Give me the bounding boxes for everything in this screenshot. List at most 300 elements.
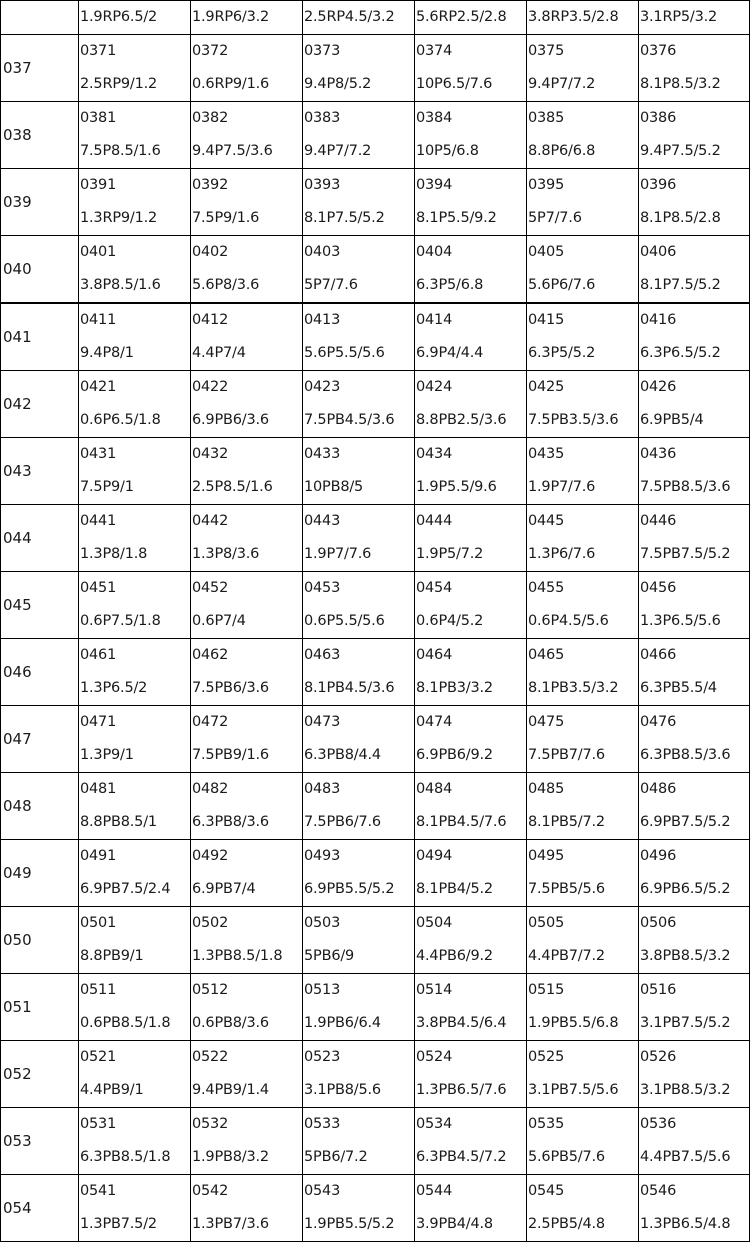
color-notation: 6.3P6.5/5.2 <box>640 345 721 361</box>
row-label: 043 <box>1 438 79 505</box>
color-cell <box>79 840 191 907</box>
color-cell <box>527 371 639 438</box>
color-notation: 2.5PB5/4.8 <box>528 1216 605 1232</box>
color-notation: 5P7/7.6 <box>528 210 582 226</box>
color-notation: 3.1PB7.5/5.2 <box>640 1015 731 1031</box>
color-notation: 1.3PB8.5/1.8 <box>192 948 283 964</box>
color-code: 0423 <box>304 379 341 395</box>
color-cell <box>639 1041 750 1108</box>
color-cell <box>191 35 303 102</box>
color-code: 0433 <box>304 446 341 462</box>
color-notation: 8.8PB9/1 <box>80 948 144 964</box>
color-notation: 2.5RP4.5/3.2 <box>304 9 395 25</box>
color-notation: 9.4P7.5/3.6 <box>192 143 273 159</box>
table-row <box>1 840 750 907</box>
color-code: 0531 <box>80 1116 117 1132</box>
color-code: 0376 <box>640 43 677 59</box>
color-code: 0494 <box>416 848 453 864</box>
color-cell <box>79 1108 191 1175</box>
row-label: 040 <box>1 236 79 304</box>
color-cell <box>79 706 191 773</box>
color-code: 0391 <box>80 177 117 193</box>
color-notation: 6.3PB8/4.4 <box>304 747 381 763</box>
color-cell <box>303 303 415 371</box>
color-code: 0471 <box>80 714 117 730</box>
color-code: 0516 <box>640 982 677 998</box>
color-notation: 5P7/7.6 <box>304 277 358 293</box>
color-cell <box>191 102 303 169</box>
table-row <box>1 438 750 505</box>
color-code: 0451 <box>80 580 117 596</box>
color-cell <box>415 706 527 773</box>
color-cell <box>79 907 191 974</box>
color-code: 0371 <box>80 43 117 59</box>
color-code: 0431 <box>80 446 117 462</box>
color-cell <box>527 773 639 840</box>
color-cell <box>527 169 639 236</box>
color-code: 0381 <box>80 110 117 126</box>
color-notation: 6.3P5/5.2 <box>528 345 596 361</box>
table-row <box>1 1041 750 1108</box>
color-code: 0402 <box>192 244 229 260</box>
color-code: 0462 <box>192 647 229 663</box>
color-cell <box>191 1041 303 1108</box>
color-code: 0533 <box>304 1116 341 1132</box>
row-label: 047 <box>1 706 79 773</box>
color-notation: 8.8P6/6.8 <box>528 143 596 159</box>
color-cell <box>79 102 191 169</box>
color-notation: 0.6P4/5.2 <box>416 613 484 629</box>
row-label: 048 <box>1 773 79 840</box>
color-code: 0526 <box>640 1049 677 1065</box>
color-notation: 3.9PB4/4.8 <box>416 1216 493 1232</box>
color-cell <box>415 35 527 102</box>
color-cell <box>191 303 303 371</box>
color-code: 0502 <box>192 915 229 931</box>
row-label: 041 <box>1 303 79 371</box>
color-notation: 10P5/6.8 <box>416 143 479 159</box>
color-code: 0384 <box>416 110 453 126</box>
color-code: 0394 <box>416 177 453 193</box>
color-cell <box>303 505 415 572</box>
table-row <box>1 236 750 304</box>
color-notation: 1.3P8/1.8 <box>80 546 148 562</box>
color-notation: 1.3PB7/3.6 <box>192 1216 269 1232</box>
color-code: 0495 <box>528 848 565 864</box>
color-cell <box>415 438 527 505</box>
color-code: 0372 <box>192 43 229 59</box>
color-notation: 10PB8/5 <box>304 479 364 495</box>
color-code: 0395 <box>528 177 565 193</box>
color-cell <box>415 1 527 35</box>
color-code: 0375 <box>528 43 565 59</box>
color-cell <box>79 572 191 639</box>
color-code: 0504 <box>416 915 453 931</box>
color-notation: 10P6.5/7.6 <box>416 76 493 92</box>
color-code: 0463 <box>304 647 341 663</box>
color-code: 0424 <box>416 379 453 395</box>
color-notation: 6.9PB6.5/5.2 <box>640 881 731 897</box>
color-code: 0466 <box>640 647 677 663</box>
color-cell <box>527 1 639 35</box>
color-notation: 8.1P7.5/5.2 <box>304 210 385 226</box>
color-code: 0522 <box>192 1049 229 1065</box>
color-cell <box>415 773 527 840</box>
color-code: 0545 <box>528 1183 565 1199</box>
color-cell <box>639 371 750 438</box>
color-cell <box>303 1041 415 1108</box>
color-notation: 6.3PB4.5/7.2 <box>416 1149 507 1165</box>
color-code: 0426 <box>640 379 677 395</box>
color-cell <box>191 572 303 639</box>
table-row <box>1 102 750 169</box>
color-notation: 1.9PB6/6.4 <box>304 1015 381 1031</box>
color-notation: 6.9PB7.5/2.4 <box>80 881 171 897</box>
color-notation: 6.9P4/4.4 <box>416 345 484 361</box>
color-cell <box>303 1 415 35</box>
color-code: 0386 <box>640 110 677 126</box>
color-notation: 8.1PB3.5/3.2 <box>528 680 619 696</box>
color-notation: 0.6P7.5/1.8 <box>80 613 161 629</box>
row-label <box>1 1 79 35</box>
color-cell <box>79 1041 191 1108</box>
color-notation: 1.9RP6/3.2 <box>192 9 270 25</box>
color-notation: 4.4PB6/9.2 <box>416 948 493 964</box>
color-code: 0432 <box>192 446 229 462</box>
color-notation: 9.4P7.5/5.2 <box>640 143 721 159</box>
color-cell <box>303 840 415 907</box>
color-cell <box>79 303 191 371</box>
color-notation: 1.3PB6.5/7.6 <box>416 1082 507 1098</box>
color-cell <box>415 169 527 236</box>
color-notation: 7.5PB5/5.6 <box>528 881 605 897</box>
row-label: 039 <box>1 169 79 236</box>
color-notation: 8.1PB4.5/3.6 <box>304 680 395 696</box>
color-notation: 7.5PB7.5/5.2 <box>640 546 731 562</box>
color-code: 0483 <box>304 781 341 797</box>
color-cell <box>639 169 750 236</box>
color-code: 0514 <box>416 982 453 998</box>
color-code: 0412 <box>192 312 229 328</box>
color-code: 0474 <box>416 714 453 730</box>
color-notation: 7.5PB6/3.6 <box>192 680 269 696</box>
color-cell <box>639 639 750 706</box>
color-notation: 6.3PB8/3.6 <box>192 814 269 830</box>
color-notation: 5.6P5.5/5.6 <box>304 345 385 361</box>
color-cell <box>191 1108 303 1175</box>
color-cell <box>79 236 191 304</box>
table-row <box>1 303 750 371</box>
color-cell <box>191 169 303 236</box>
color-notation: 6.3PB5.5/4 <box>640 680 717 696</box>
color-notation: 9.4P7/7.2 <box>528 76 596 92</box>
row-label: 050 <box>1 907 79 974</box>
color-code: 0492 <box>192 848 229 864</box>
color-cell <box>191 840 303 907</box>
row-label: 054 <box>1 1175 79 1242</box>
color-cell <box>303 706 415 773</box>
color-notation: 8.8PB8.5/1 <box>80 814 157 830</box>
color-notation: 6.3PB8.5/1.8 <box>80 1149 171 1165</box>
color-code: 0511 <box>80 982 117 998</box>
color-code: 0446 <box>640 513 677 529</box>
color-notation: 5.6P8/3.6 <box>192 277 260 293</box>
color-cell <box>191 907 303 974</box>
color-code: 0491 <box>80 848 117 864</box>
color-code: 0436 <box>640 446 677 462</box>
color-code: 0403 <box>304 244 341 260</box>
color-code: 0486 <box>640 781 677 797</box>
color-notation: 1.3RP9/1.2 <box>80 210 158 226</box>
color-notation: 1.9RP6.5/2 <box>80 9 158 25</box>
color-cell <box>303 907 415 974</box>
color-notation: 1.3P6.5/2 <box>80 680 148 696</box>
color-code: 0382 <box>192 110 229 126</box>
color-code: 0542 <box>192 1183 229 1199</box>
row-label: 038 <box>1 102 79 169</box>
color-cell <box>527 1108 639 1175</box>
color-code: 0484 <box>416 781 453 797</box>
color-code: 0543 <box>304 1183 341 1199</box>
color-cell <box>79 505 191 572</box>
color-code: 0414 <box>416 312 453 328</box>
color-notation: 9.4P7/7.2 <box>304 143 372 159</box>
color-notation: 7.5P9/1.6 <box>192 210 260 226</box>
table-row <box>1 572 750 639</box>
color-code: 0454 <box>416 580 453 596</box>
color-notation: 8.1P8.5/2.8 <box>640 210 721 226</box>
row-label: 046 <box>1 639 79 706</box>
color-code: 0505 <box>528 915 565 931</box>
color-code: 0444 <box>416 513 453 529</box>
color-cell <box>303 35 415 102</box>
color-code: 0476 <box>640 714 677 730</box>
color-code: 0374 <box>416 43 453 59</box>
color-code: 0546 <box>640 1183 677 1199</box>
color-cell <box>527 505 639 572</box>
row-label: 053 <box>1 1108 79 1175</box>
color-notation: 8.1PB3/3.2 <box>416 680 493 696</box>
color-notation: 1.3P6.5/5.6 <box>640 613 721 629</box>
color-notation: 3.8P8.5/1.6 <box>80 277 161 293</box>
color-code: 0493 <box>304 848 341 864</box>
color-notation: 0.6PB8/3.6 <box>192 1015 269 1031</box>
color-cell <box>79 1 191 35</box>
color-cell <box>191 974 303 1041</box>
color-cell <box>303 236 415 304</box>
color-notation: 3.1PB7.5/5.6 <box>528 1082 619 1098</box>
color-code: 0413 <box>304 312 341 328</box>
color-cell <box>303 1175 415 1242</box>
table-row <box>1 35 750 102</box>
row-label: 042 <box>1 371 79 438</box>
table-row <box>1 169 750 236</box>
color-cell <box>527 840 639 907</box>
color-notation: 4.4PB9/1 <box>80 1082 144 1098</box>
color-code: 0475 <box>528 714 565 730</box>
color-notation: 1.9PB8/3.2 <box>192 1149 269 1165</box>
color-cell <box>415 1108 527 1175</box>
color-cell <box>527 438 639 505</box>
color-code: 0416 <box>640 312 677 328</box>
color-notation: 0.6P7/4 <box>192 613 246 629</box>
color-code: 0521 <box>80 1049 117 1065</box>
color-cell <box>191 505 303 572</box>
color-notation: 6.9PB5.5/5.2 <box>304 881 395 897</box>
color-cell <box>639 1108 750 1175</box>
row-label: 051 <box>1 974 79 1041</box>
color-notation: 0.6P6.5/1.8 <box>80 412 161 428</box>
color-code: 0456 <box>640 580 677 596</box>
color-cell <box>527 303 639 371</box>
color-cell <box>639 572 750 639</box>
color-cell <box>639 438 750 505</box>
color-cell <box>527 1175 639 1242</box>
color-notation: 9.4PB9/1.4 <box>192 1082 269 1098</box>
color-notation: 5.6PB5/7.6 <box>528 1149 605 1165</box>
color-notation: 8.1PB4/5.2 <box>416 881 493 897</box>
table-row <box>1 974 750 1041</box>
table-row <box>1 1108 750 1175</box>
table-row <box>1 907 750 974</box>
color-code: 0443 <box>304 513 341 529</box>
color-code: 0404 <box>416 244 453 260</box>
color-code: 0534 <box>416 1116 453 1132</box>
color-code: 0482 <box>192 781 229 797</box>
color-notation: 0.6P4.5/5.6 <box>528 613 609 629</box>
color-cell <box>639 840 750 907</box>
color-notation: 4.4PB7.5/5.6 <box>640 1149 731 1165</box>
color-code: 0422 <box>192 379 229 395</box>
color-notation: 5.6RP2.5/2.8 <box>416 9 507 25</box>
color-cell <box>79 35 191 102</box>
color-code: 0442 <box>192 513 229 529</box>
color-notation: 3.8RP3.5/2.8 <box>528 9 619 25</box>
color-cell <box>79 169 191 236</box>
color-cell <box>303 572 415 639</box>
color-notation: 1.9P5/7.2 <box>416 546 484 562</box>
color-code: 0496 <box>640 848 677 864</box>
color-cell <box>191 773 303 840</box>
color-notation: 3.1PB8/5.6 <box>304 1082 381 1098</box>
color-notation: 0.6RP9/1.6 <box>192 76 270 92</box>
color-cell <box>191 1 303 35</box>
color-code: 0453 <box>304 580 341 596</box>
color-cell <box>303 169 415 236</box>
color-notation: 9.4P8/1 <box>80 345 134 361</box>
color-cell <box>191 639 303 706</box>
table-row <box>1 505 750 572</box>
color-cell <box>303 974 415 1041</box>
color-notation: 7.5PB9/1.6 <box>192 747 269 763</box>
color-cell <box>639 907 750 974</box>
color-code: 0524 <box>416 1049 453 1065</box>
color-cell <box>415 102 527 169</box>
color-notation: 3.1PB8.5/3.2 <box>640 1082 731 1098</box>
color-cell <box>415 303 527 371</box>
color-notation: 7.5PB3.5/3.6 <box>528 412 619 428</box>
color-cell <box>527 35 639 102</box>
color-notation: 8.1P7.5/5.2 <box>640 277 721 293</box>
color-cell <box>191 706 303 773</box>
table-row <box>1 1175 750 1242</box>
color-cell <box>639 773 750 840</box>
color-notation: 8.1PB4.5/7.6 <box>416 814 507 830</box>
color-cell <box>415 236 527 304</box>
color-cell <box>79 438 191 505</box>
color-notation: 6.9PB6/9.2 <box>416 747 493 763</box>
table-row <box>1 371 750 438</box>
color-notation: 1.9PB5.5/5.2 <box>304 1216 395 1232</box>
color-code: 0461 <box>80 647 117 663</box>
color-notation: 0.6PB8.5/1.8 <box>80 1015 171 1031</box>
color-notation: 5.6P6/7.6 <box>528 277 596 293</box>
color-cell <box>303 1108 415 1175</box>
color-notation: 6.9PB7/4 <box>192 881 256 897</box>
color-notation: 6.9PB6/3.6 <box>192 412 269 428</box>
color-code: 0535 <box>528 1116 565 1132</box>
color-notation: 7.5P8.5/1.6 <box>80 143 161 159</box>
color-cell <box>415 572 527 639</box>
color-cell <box>527 706 639 773</box>
color-notation: 7.5PB4.5/3.6 <box>304 412 395 428</box>
color-cell <box>303 773 415 840</box>
color-code: 0532 <box>192 1116 229 1132</box>
color-notation: 7.5P9/1 <box>80 479 134 495</box>
color-code: 0536 <box>640 1116 677 1132</box>
color-code: 0406 <box>640 244 677 260</box>
color-code: 0405 <box>528 244 565 260</box>
color-cell <box>415 639 527 706</box>
color-notation: 9.4P8/5.2 <box>304 76 372 92</box>
color-cell <box>639 1175 750 1242</box>
color-code: 0506 <box>640 915 677 931</box>
color-code: 0512 <box>192 982 229 998</box>
color-notation: 4.4PB7/7.2 <box>528 948 605 964</box>
color-notation: 1.3PB7.5/2 <box>80 1216 157 1232</box>
table-row <box>1 639 750 706</box>
color-code: 0464 <box>416 647 453 663</box>
color-notation: 5PB6/9 <box>304 948 355 964</box>
color-code: 0473 <box>304 714 341 730</box>
row-label: 044 <box>1 505 79 572</box>
color-code: 0472 <box>192 714 229 730</box>
color-cell <box>303 438 415 505</box>
table-body <box>1 1 750 1242</box>
color-notation: 2.5P8.5/1.6 <box>192 479 273 495</box>
color-cell <box>527 639 639 706</box>
color-notation: 1.3PB6.5/4.8 <box>640 1216 731 1232</box>
color-cell <box>415 907 527 974</box>
color-cell <box>79 639 191 706</box>
color-code: 0441 <box>80 513 117 529</box>
color-notation: 1.9P7/7.6 <box>304 546 372 562</box>
table-row-partial <box>1 1 750 35</box>
color-cell <box>639 236 750 304</box>
color-notation: 0.6P5.5/5.6 <box>304 613 385 629</box>
color-code: 0373 <box>304 43 341 59</box>
color-code: 0503 <box>304 915 341 931</box>
color-code: 0401 <box>80 244 117 260</box>
color-code: 0435 <box>528 446 565 462</box>
color-code: 0415 <box>528 312 565 328</box>
color-code: 0525 <box>528 1049 565 1065</box>
color-code: 0501 <box>80 915 117 931</box>
color-cell <box>415 1041 527 1108</box>
color-cell <box>639 35 750 102</box>
color-cell <box>79 773 191 840</box>
color-code: 0465 <box>528 647 565 663</box>
